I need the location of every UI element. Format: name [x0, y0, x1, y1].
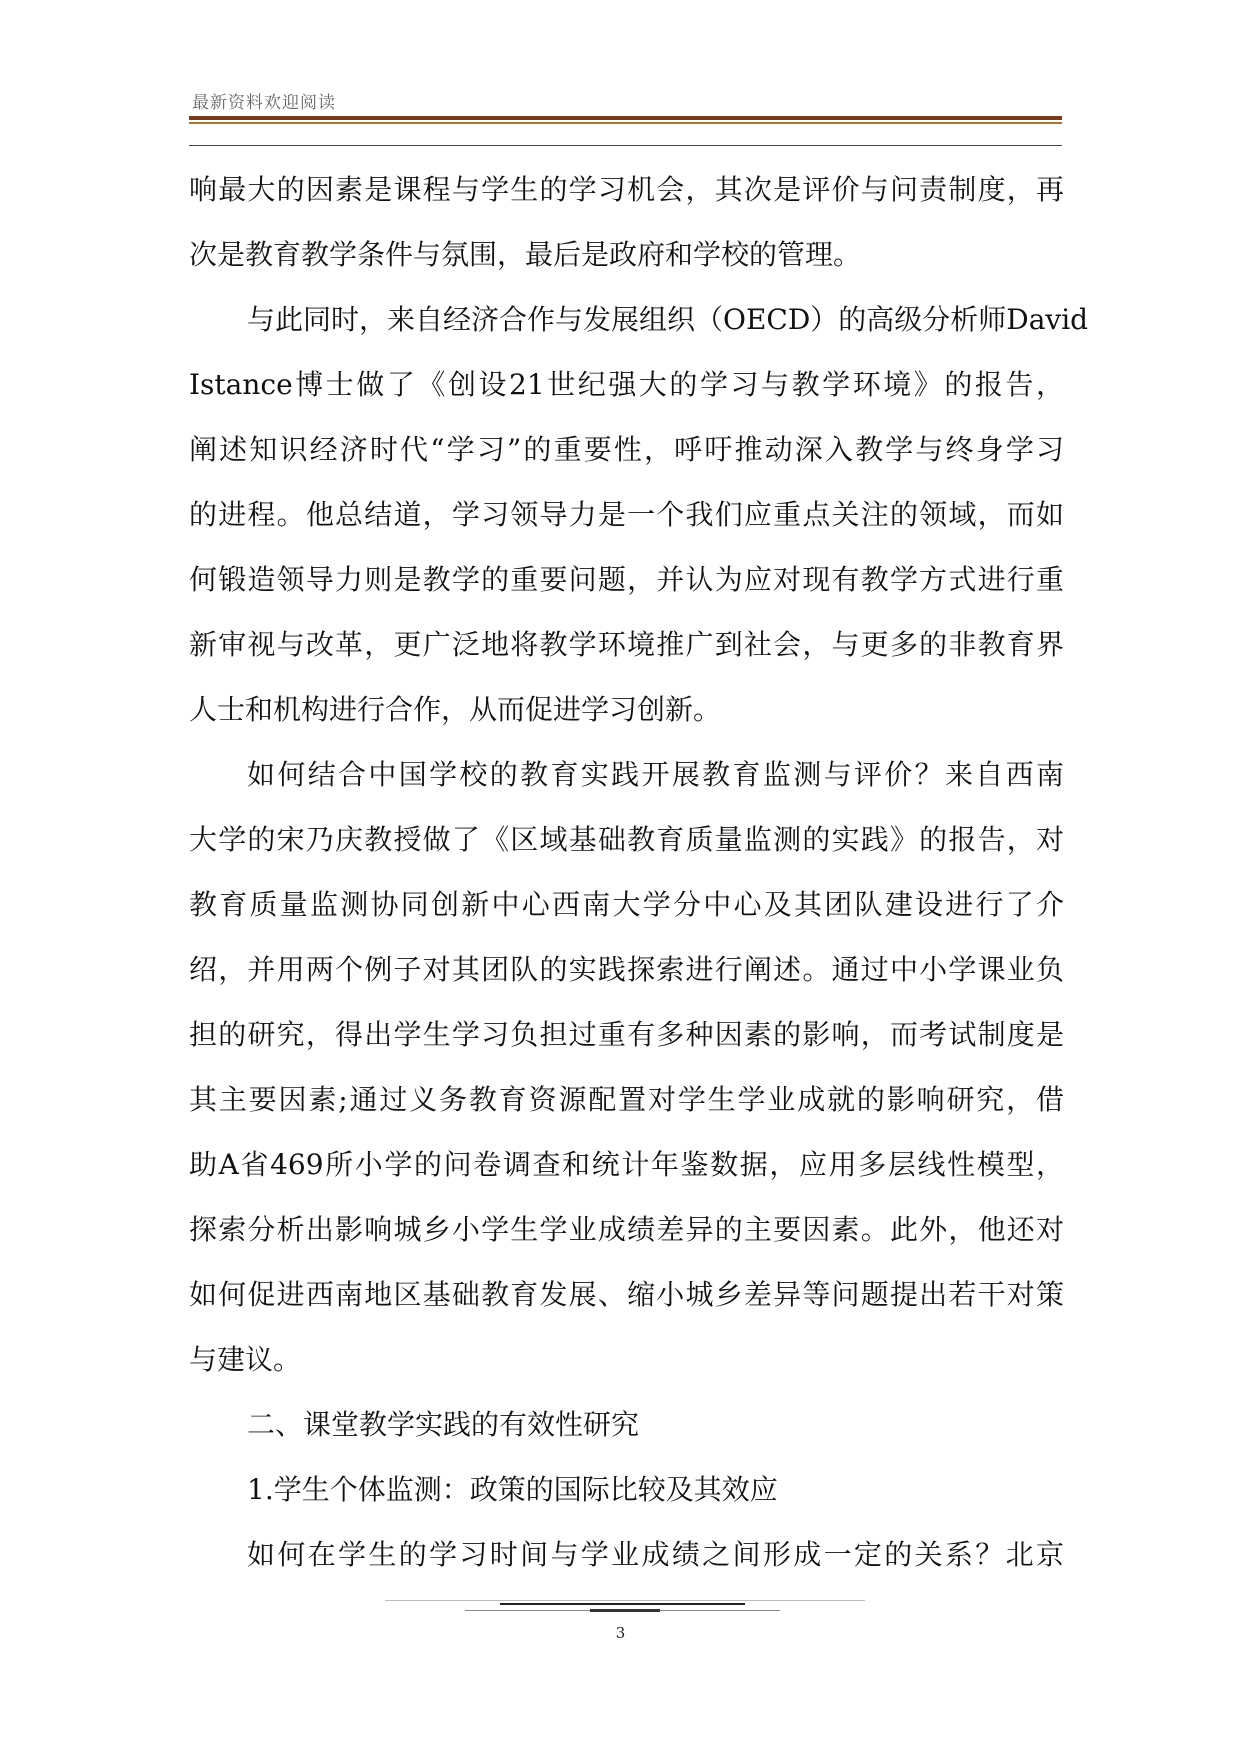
text-line: 担的研究，得出学生学习负担过重有多种因素的影响，而考试制度是 [189, 1018, 1064, 1051]
footer-rule-dark [500, 1603, 745, 1605]
footer-rule-center [590, 1609, 660, 1612]
text-line: 如何在学生的学习时间与学业成绩之间形成一定的关系？北京 [247, 1538, 1064, 1571]
text-line: 大学的宋乃庆教授做了《区域基础教育质量监测的实践》的报告，对 [189, 823, 1064, 856]
text-line: 绍，并用两个例子对其团队的实践探索进行阐述。通过中小学课业负 [189, 953, 1064, 986]
text-line: 其主要因素;通过义务教育资源配置对学生学业成就的影响研究，借 [189, 1083, 1064, 1116]
header-rule-thick [189, 116, 1062, 120]
text-line: Istance博士做了《创设21世纪强大的学习与教学环境》的报告， [189, 368, 1064, 401]
section-heading: 二、课堂教学实践的有效性研究 [247, 1408, 640, 1441]
text-line: 如何结合中国学校的教育实践开展教育监测与评价？来自西南 [247, 758, 1064, 791]
text-line: 何锻造领导力则是教学的重要问题，并认为应对现有教学方式进行重 [189, 563, 1064, 596]
header-rule-thin [189, 145, 1062, 146]
text-line: 新审视与改革，更广泛地将教学环境推广到社会，与更多的非教育界 [189, 628, 1064, 661]
header-rule-accent [189, 122, 1062, 124]
text-line: 探索分析出影响城乡小学生学业成绩差异的主要因素。此外，他还对 [189, 1213, 1064, 1246]
document-body [189, 157, 1089, 1587]
text-line: 教育质量监测协同创新中心西南大学分中心及其团队建设进行了介 [189, 888, 1064, 921]
text-line: 与此同时，来自经济合作与发展组织（OECD）的高级分析师David [247, 303, 1089, 336]
text-line: 助A省469所小学的问卷调查和统计年鉴数据，应用多层线性模型， [189, 1148, 1064, 1181]
text-line: 的进程。他总结道，学习领导力是一个我们应重点关注的领域，而如 [189, 498, 1064, 531]
text-line: 人士和机构进行合作，从而促进学习创新。 [189, 693, 722, 726]
text-line: 如何促进西南地区基础教育发展、缩小城乡差异等问题提出若干对策 [189, 1278, 1064, 1311]
subsection-heading: 1.学生个体监测：政策的国际比较及其效应 [247, 1473, 778, 1506]
text-line: 与建议。 [189, 1343, 302, 1376]
page-number: 3 [615, 1624, 626, 1642]
text-line: 响最大的因素是课程与学生的学习机会，其次是评价与问责制度，再 [189, 173, 1064, 206]
header-label: 最新资料欢迎阅读 [192, 93, 336, 113]
text-line: 次是教育教学条件与氛围，最后是政府和学校的管理。 [189, 238, 862, 271]
text-line: 阐述知识经济时代“学习”的重要性，呼吁推动深入教学与终身学习 [189, 433, 1064, 466]
footer-rule-outer [385, 1600, 865, 1601]
